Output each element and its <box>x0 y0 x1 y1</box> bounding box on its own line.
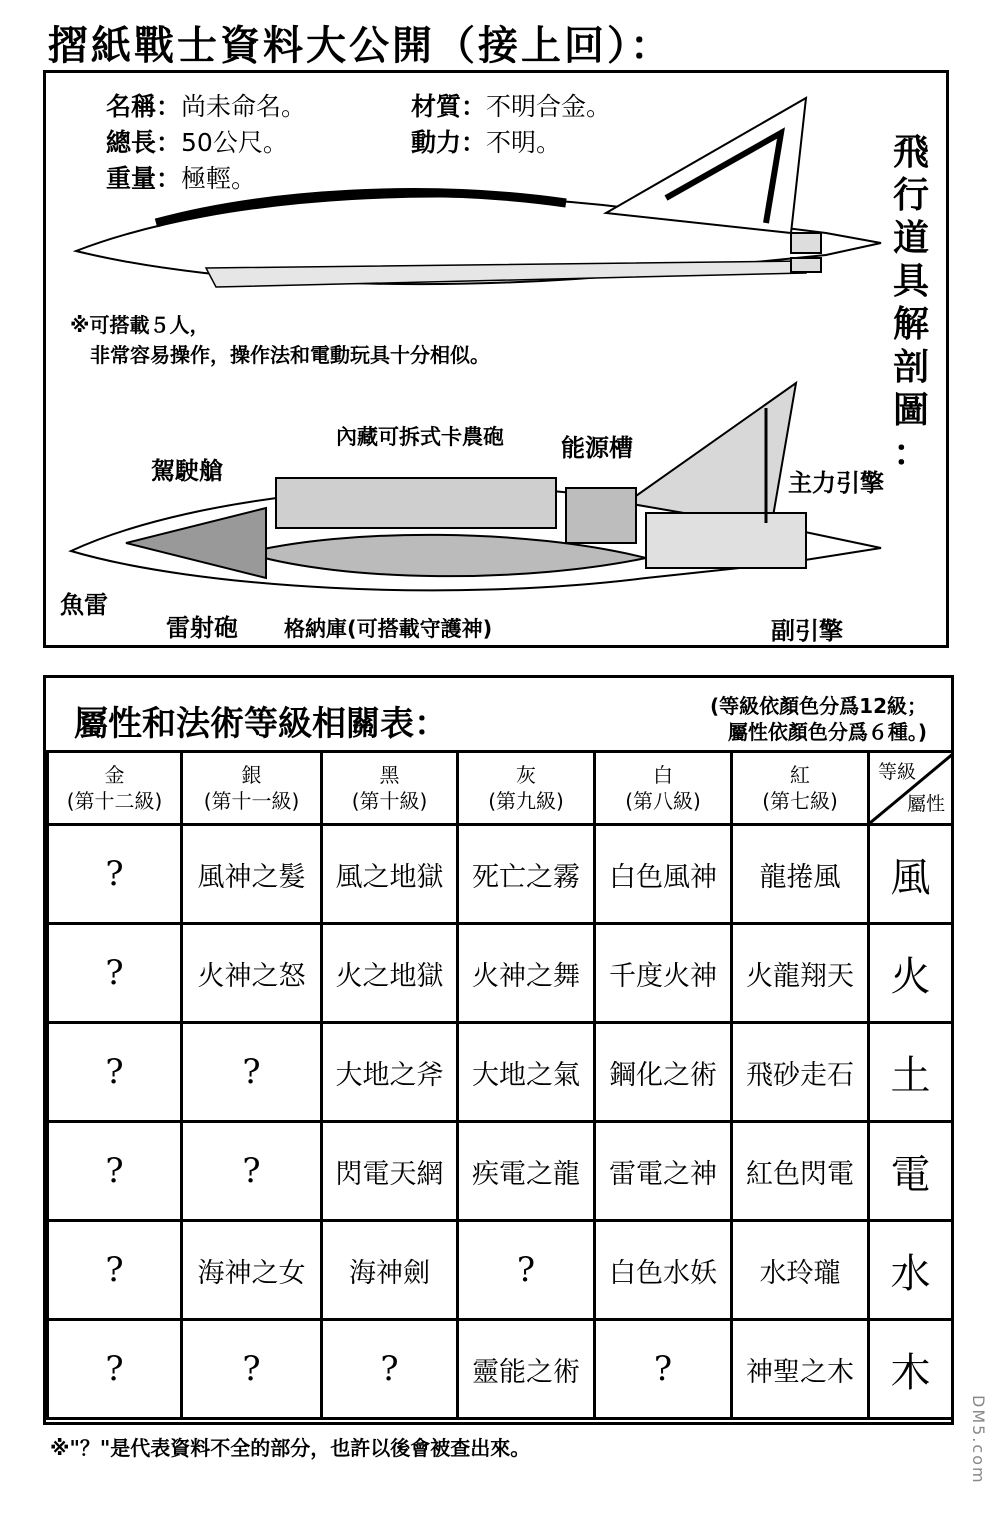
column-header: 白 (第八級) <box>595 752 732 825</box>
aircraft-cutaway-view <box>71 383 881 590</box>
table-row <box>48 1221 953 1320</box>
table-cell: 火龍翔天 <box>732 924 869 1023</box>
spec-name: 名稱：尚未命名。 <box>106 92 307 121</box>
vehicle-panel <box>43 70 949 648</box>
element-cell: 電 <box>869 1122 953 1221</box>
table-title: 屬性和法術等級相關表： <box>74 704 448 744</box>
table-cell: 大地之氣 <box>458 1023 595 1122</box>
element-cell: 木 <box>869 1320 953 1419</box>
element-cell: 土 <box>869 1023 953 1122</box>
note-line-1: ※可搭載５人， <box>70 313 210 337</box>
label-hangar: 格納庫(可搭載守護神) <box>284 617 493 641</box>
table-cell: ? <box>182 1320 322 1419</box>
column-header: 銀 (第十一級) <box>182 752 322 825</box>
spec-material: 材質：不明合金。 <box>411 92 612 121</box>
footnote: ※"？"是代表資料不全的部分，也許以後會被查出來。 <box>50 1436 531 1460</box>
table-cell: ? <box>182 1122 322 1221</box>
spec-power: 動力：不明。 <box>411 128 562 157</box>
label-cannon: 內藏可拆式卡農砲 <box>336 425 504 449</box>
label-main-engine: 主力引擎 <box>788 469 884 497</box>
column-header: 灰 (第九級) <box>458 752 595 825</box>
table-row <box>48 825 953 924</box>
table-cell: ? <box>182 1023 322 1122</box>
element-cell: 火 <box>869 924 953 1023</box>
table-row <box>48 1023 953 1122</box>
note-line-2: 非常容易操作，操作法和電動玩具十分相似。 <box>90 343 490 367</box>
table-cell: 飛砂走石 <box>732 1023 869 1122</box>
table-note-line-2: 屬性依顏色分爲６種。) <box>727 720 927 744</box>
table-cell: ? <box>458 1221 595 1320</box>
table-cell: 火神之舞 <box>458 924 595 1023</box>
vertical-title: 飛 行 道 具 解 剖 圖 ： <box>892 132 929 474</box>
table-cell: 海神之女 <box>182 1221 322 1320</box>
table-cell: 靈能之術 <box>458 1320 595 1419</box>
watermark: DM5.com <box>969 1395 988 1485</box>
table-cell: 火神之怒 <box>182 924 322 1023</box>
page-title: 摺紙戰士資料大公開（接上回）： <box>48 23 673 69</box>
table-cell: 鋼化之術 <box>595 1023 732 1122</box>
table-cell: 海神劍 <box>322 1221 458 1320</box>
spec-weight: 重量：極輕。 <box>106 164 257 193</box>
table-cell: 龍捲風 <box>732 825 869 924</box>
table-row <box>48 1122 953 1221</box>
table-row <box>48 924 953 1023</box>
column-header: 黑 (第十級) <box>322 752 458 825</box>
table-cell: 千度火神 <box>595 924 732 1023</box>
label-laser: 雷射砲 <box>166 614 238 642</box>
label-sub-engine: 副引擎 <box>771 617 843 645</box>
table-cell: 雷電之神 <box>595 1122 732 1221</box>
table-cell: 紅色閃電 <box>732 1122 869 1221</box>
element-cell: 風 <box>869 825 953 924</box>
table-row <box>48 1320 953 1419</box>
attribute-table-panel <box>43 675 954 1425</box>
table-cell: ? <box>48 1320 182 1419</box>
table-cell: 死亡之霧 <box>458 825 595 924</box>
table-cell: 疾電之龍 <box>458 1122 595 1221</box>
table-note-line-1: (等級依顏色分爲12級； <box>710 694 927 718</box>
label-torpedo: 魚雷 <box>60 591 108 619</box>
table-cell: 閃電天網 <box>322 1122 458 1221</box>
column-header: 紅 (第七級) <box>732 752 869 825</box>
table-cell: 火之地獄 <box>322 924 458 1023</box>
corner-header <box>869 752 953 825</box>
table-cell: 風之地獄 <box>322 825 458 924</box>
table-header-row <box>48 752 953 825</box>
corner-grade-label: 等級 <box>878 761 917 783</box>
table-cell: 風神之髮 <box>182 825 322 924</box>
table-cell: ? <box>48 825 182 924</box>
label-energy-tank: 能源槽 <box>561 434 633 462</box>
element-cell: 水 <box>869 1221 953 1320</box>
table-cell: 白色水妖 <box>595 1221 732 1320</box>
table-cell: ? <box>48 924 182 1023</box>
corner-attr-label: 屬性 <box>906 793 945 815</box>
attribute-grade-table <box>46 750 954 1420</box>
table-cell: ? <box>595 1320 732 1419</box>
table-cell: 白色風神 <box>595 825 732 924</box>
table-cell: ? <box>48 1023 182 1122</box>
table-cell: 水玲瓏 <box>732 1221 869 1320</box>
spec-length: 總長：50公尺。 <box>106 128 288 157</box>
table-cell: ? <box>48 1221 182 1320</box>
table-cell: ? <box>322 1320 458 1419</box>
table-cell: 神聖之木 <box>732 1320 869 1419</box>
column-header: 金 (第十二級) <box>48 752 182 825</box>
label-cockpit: 駕駛艙 <box>151 457 223 485</box>
table-cell: ? <box>48 1122 182 1221</box>
table-cell: 大地之斧 <box>322 1023 458 1122</box>
